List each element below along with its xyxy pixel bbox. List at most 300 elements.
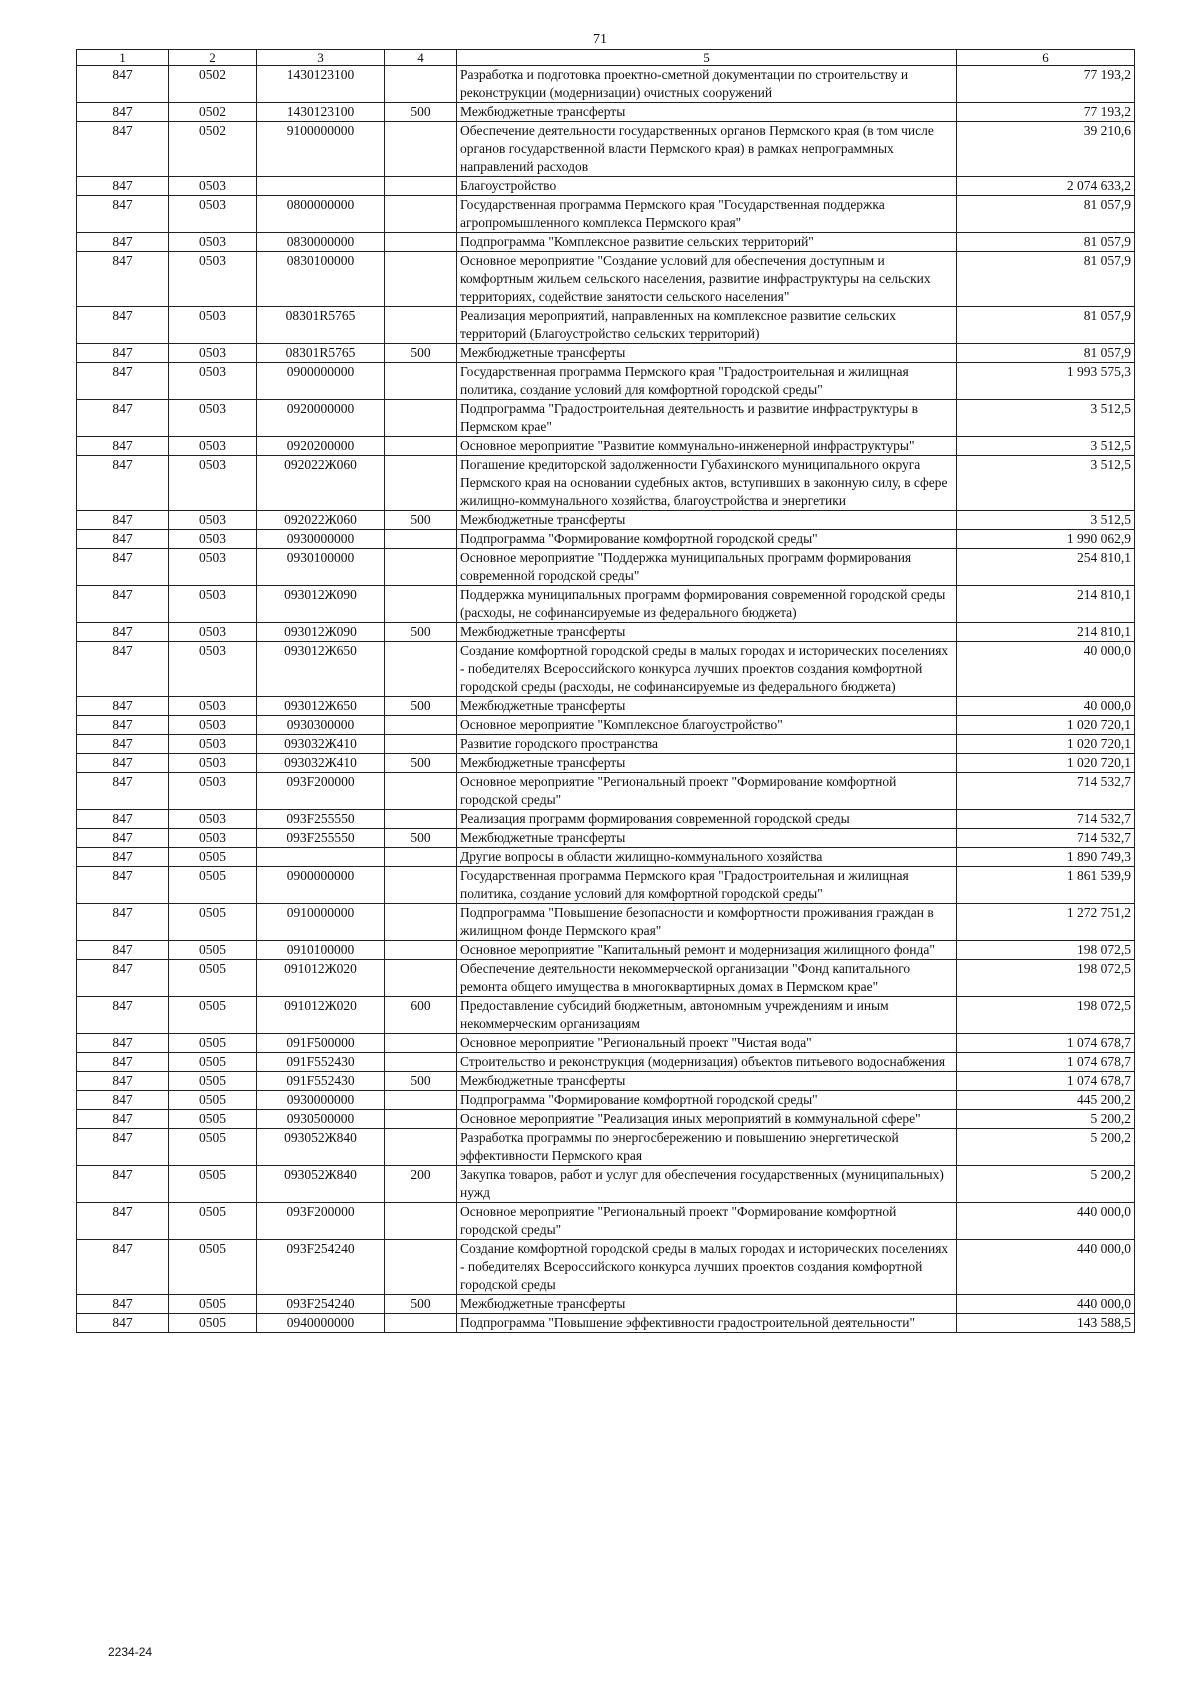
amount-cell: 214 810,1 — [957, 586, 1135, 623]
amount-cell: 81 057,9 — [957, 252, 1135, 307]
expense-type-cell: 500 — [385, 1295, 457, 1314]
section-code-cell: 0503 — [169, 456, 257, 511]
section-code-cell: 0503 — [169, 697, 257, 716]
section-code-cell: 0503 — [169, 810, 257, 829]
ministry-code-cell: 847 — [77, 1314, 169, 1333]
section-code-cell: 0503 — [169, 623, 257, 642]
expense-type-cell — [385, 773, 457, 810]
target-article-cell: 9100000000 — [257, 122, 385, 177]
expense-type-cell — [385, 456, 457, 511]
ministry-code-cell: 847 — [77, 904, 169, 941]
amount-cell: 1 074 678,7 — [957, 1053, 1135, 1072]
section-code-cell: 0503 — [169, 511, 257, 530]
table-row — [77, 1091, 1135, 1110]
ministry-code-cell: 847 — [77, 810, 169, 829]
amount-cell: 5 200,2 — [957, 1166, 1135, 1203]
description-cell: Межбюджетные трансферты — [457, 511, 957, 530]
target-article-cell: 0900000000 — [257, 867, 385, 904]
description-cell: Межбюджетные трансферты — [457, 623, 957, 642]
amount-cell: 198 072,5 — [957, 941, 1135, 960]
amount-cell: 77 193,2 — [957, 66, 1135, 103]
amount-cell: 714 532,7 — [957, 810, 1135, 829]
amount-cell: 714 532,7 — [957, 773, 1135, 810]
amount-cell: 77 193,2 — [957, 103, 1135, 122]
expense-type-cell — [385, 363, 457, 400]
amount-cell: 143 588,5 — [957, 1314, 1135, 1333]
target-article-cell: 08301R5765 — [257, 344, 385, 363]
expense-type-cell — [385, 642, 457, 697]
target-article-cell: 0910100000 — [257, 941, 385, 960]
table-row — [77, 1129, 1135, 1166]
table-header-row — [77, 50, 1135, 66]
table-row — [77, 233, 1135, 252]
expense-type-cell — [385, 904, 457, 941]
ministry-code-cell: 847 — [77, 1053, 169, 1072]
expense-type-cell — [385, 1203, 457, 1240]
table-row — [77, 1295, 1135, 1314]
description-cell: Государственная программа Пермского края "Градостроительная и жилищная политика, создание условий для комфортной городской среды" — [457, 867, 957, 904]
amount-cell: 1 890 749,3 — [957, 848, 1135, 867]
ministry-code-cell: 847 — [77, 233, 169, 252]
section-code-cell: 0505 — [169, 960, 257, 997]
description-cell: Развитие городского пространства — [457, 735, 957, 754]
amount-cell: 1 990 062,9 — [957, 530, 1135, 549]
ministry-code-cell: 847 — [77, 997, 169, 1034]
amount-cell: 1 993 575,3 — [957, 363, 1135, 400]
table-row — [77, 103, 1135, 122]
ministry-code-cell: 847 — [77, 252, 169, 307]
description-cell: Благоустройство — [457, 177, 957, 196]
target-article-cell: 091012Ж020 — [257, 960, 385, 997]
section-code-cell: 0503 — [169, 586, 257, 623]
description-cell: Предоставление субсидий бюджетным, автономным учреждениям и иным некоммерческим организациям — [457, 997, 957, 1034]
ministry-code-cell: 847 — [77, 1129, 169, 1166]
expense-type-cell: 200 — [385, 1166, 457, 1203]
target-article-cell: 1430123100 — [257, 103, 385, 122]
description-cell: Поддержка муниципальных программ формирования современной городской среды (расходы, не софинансируемые из федерального бюджета) — [457, 586, 957, 623]
table-row — [77, 1314, 1135, 1333]
budget-table — [76, 49, 1135, 1333]
expense-type-cell: 500 — [385, 103, 457, 122]
column-header: 6 — [957, 50, 1135, 66]
table-row — [77, 773, 1135, 810]
ministry-code-cell: 847 — [77, 623, 169, 642]
expense-type-cell: 500 — [385, 754, 457, 773]
section-code-cell: 0503 — [169, 773, 257, 810]
ministry-code-cell: 847 — [77, 735, 169, 754]
target-article-cell: 093012Ж090 — [257, 623, 385, 642]
expense-type-cell — [385, 1034, 457, 1053]
amount-cell: 2 074 633,2 — [957, 177, 1135, 196]
amount-cell: 1 020 720,1 — [957, 716, 1135, 735]
section-code-cell: 0505 — [169, 1072, 257, 1091]
target-article-cell: 093032Ж410 — [257, 754, 385, 773]
ministry-code-cell: 847 — [77, 716, 169, 735]
table-row — [77, 829, 1135, 848]
table-row — [77, 400, 1135, 437]
section-code-cell: 0502 — [169, 103, 257, 122]
expense-type-cell: 500 — [385, 829, 457, 848]
table-row — [77, 530, 1135, 549]
section-code-cell: 0503 — [169, 363, 257, 400]
section-code-cell: 0503 — [169, 437, 257, 456]
section-code-cell: 0503 — [169, 754, 257, 773]
description-cell: Создание комфортной городской среды в малых городах и исторических поселениях - победителях Всероссийского конкурса лучших проектов создания комфортной городской среды (расходы, не софинансируемые из федерального бюджета) — [457, 642, 957, 697]
column-header: 3 — [257, 50, 385, 66]
expense-type-cell — [385, 1129, 457, 1166]
description-cell: Подпрограмма "Комплексное развитие сельских территорий" — [457, 233, 957, 252]
amount-cell: 198 072,5 — [957, 997, 1135, 1034]
amount-cell: 1 074 678,7 — [957, 1034, 1135, 1053]
ministry-code-cell: 847 — [77, 1034, 169, 1053]
description-cell: Разработка и подготовка проектно-сметной документации по строительству и реконструкции (модернизации) очистных сооружений — [457, 66, 957, 103]
ministry-code-cell: 847 — [77, 400, 169, 437]
target-article-cell: 0930500000 — [257, 1110, 385, 1129]
target-article-cell: 0910000000 — [257, 904, 385, 941]
target-article-cell: 093032Ж410 — [257, 735, 385, 754]
section-code-cell: 0505 — [169, 1053, 257, 1072]
amount-cell: 81 057,9 — [957, 344, 1135, 363]
table-row — [77, 549, 1135, 586]
page-number: 71 — [593, 32, 607, 47]
target-article-cell: 0920200000 — [257, 437, 385, 456]
description-cell: Подпрограмма "Градостроительная деятельность и развитие инфраструктуры в Пермском крае" — [457, 400, 957, 437]
expense-type-cell — [385, 307, 457, 344]
section-code-cell: 0503 — [169, 252, 257, 307]
section-code-cell: 0503 — [169, 233, 257, 252]
ministry-code-cell: 847 — [77, 1203, 169, 1240]
ministry-code-cell: 847 — [77, 530, 169, 549]
description-cell: Подпрограмма "Формирование комфортной городской среды" — [457, 530, 957, 549]
target-article-cell: 093012Ж090 — [257, 586, 385, 623]
amount-cell: 198 072,5 — [957, 960, 1135, 997]
ministry-code-cell: 847 — [77, 363, 169, 400]
table-row — [77, 344, 1135, 363]
expense-type-cell — [385, 960, 457, 997]
section-code-cell: 0505 — [169, 1110, 257, 1129]
description-cell: Основное мероприятие "Поддержка муниципальных программ формирования современной городской среды" — [457, 549, 957, 586]
description-cell: Основное мероприятие "Развитие коммунально-инженерной инфраструктуры" — [457, 437, 957, 456]
amount-cell: 81 057,9 — [957, 196, 1135, 233]
expense-type-cell: 500 — [385, 623, 457, 642]
ministry-code-cell: 847 — [77, 960, 169, 997]
target-article-cell: 0800000000 — [257, 196, 385, 233]
expense-type-cell: 500 — [385, 697, 457, 716]
ministry-code-cell: 847 — [77, 177, 169, 196]
ministry-code-cell: 847 — [77, 642, 169, 697]
section-code-cell: 0502 — [169, 122, 257, 177]
target-article-cell: 093F254240 — [257, 1240, 385, 1295]
target-article-cell: 0930000000 — [257, 530, 385, 549]
section-code-cell: 0505 — [169, 904, 257, 941]
expense-type-cell — [385, 66, 457, 103]
description-cell: Основное мероприятие "Создание условий для обеспечения доступным и комфортным жильем сельского населения, развитие инфраструктуры на сельских территориях, содействие занятости сельского населения" — [457, 252, 957, 307]
table-row — [77, 810, 1135, 829]
amount-cell: 3 512,5 — [957, 456, 1135, 511]
section-code-cell: 0503 — [169, 400, 257, 437]
target-article-cell: 0830000000 — [257, 233, 385, 252]
table-row — [77, 586, 1135, 623]
table-row — [77, 960, 1135, 997]
expense-type-cell — [385, 549, 457, 586]
expense-type-cell — [385, 735, 457, 754]
description-cell: Основное мероприятие "Капитальный ремонт и модернизация жилищного фонда" — [457, 941, 957, 960]
ministry-code-cell: 847 — [77, 867, 169, 904]
section-code-cell: 0505 — [169, 1034, 257, 1053]
section-code-cell: 0505 — [169, 1203, 257, 1240]
amount-cell: 1 020 720,1 — [957, 754, 1135, 773]
amount-cell: 5 200,2 — [957, 1129, 1135, 1166]
amount-cell: 440 000,0 — [957, 1240, 1135, 1295]
expense-type-cell — [385, 1240, 457, 1295]
amount-cell: 1 020 720,1 — [957, 735, 1135, 754]
description-cell: Межбюджетные трансферты — [457, 103, 957, 122]
target-article-cell: 0930000000 — [257, 1091, 385, 1110]
section-code-cell: 0505 — [169, 867, 257, 904]
ministry-code-cell: 847 — [77, 307, 169, 344]
table-row — [77, 456, 1135, 511]
table-row — [77, 1053, 1135, 1072]
table-row — [77, 904, 1135, 941]
section-code-cell: 0503 — [169, 549, 257, 586]
table-row — [77, 307, 1135, 344]
target-article-cell: 091012Ж020 — [257, 997, 385, 1034]
ministry-code-cell: 847 — [77, 1091, 169, 1110]
target-article-cell: 091F500000 — [257, 1034, 385, 1053]
target-article-cell: 093052Ж840 — [257, 1129, 385, 1166]
section-code-cell: 0503 — [169, 530, 257, 549]
ministry-code-cell: 847 — [77, 1072, 169, 1091]
table-row — [77, 867, 1135, 904]
description-cell: Основное мероприятие "Региональный проект "Чистая вода" — [457, 1034, 957, 1053]
description-cell: Основное мероприятие "Региональный проект "Формирование комфортной городской среды" — [457, 773, 957, 810]
target-article-cell — [257, 177, 385, 196]
expense-type-cell — [385, 1091, 457, 1110]
table-row — [77, 623, 1135, 642]
description-cell: Реализация мероприятий, направленных на комплексное развитие сельских территорий (Благоустройство сельских территорий) — [457, 307, 957, 344]
target-article-cell: 093F200000 — [257, 1203, 385, 1240]
amount-cell: 81 057,9 — [957, 233, 1135, 252]
expense-type-cell: 500 — [385, 344, 457, 363]
target-article-cell: 093012Ж650 — [257, 697, 385, 716]
section-code-cell: 0503 — [169, 344, 257, 363]
expense-type-cell — [385, 1314, 457, 1333]
table-row — [77, 754, 1135, 773]
target-article-cell: 093012Ж650 — [257, 642, 385, 697]
expense-type-cell — [385, 400, 457, 437]
column-header: 2 — [169, 50, 257, 66]
section-code-cell: 0503 — [169, 716, 257, 735]
description-cell: Другие вопросы в области жилищно-коммунального хозяйства — [457, 848, 957, 867]
amount-cell: 39 210,6 — [957, 122, 1135, 177]
section-code-cell: 0505 — [169, 1314, 257, 1333]
ministry-code-cell: 847 — [77, 196, 169, 233]
section-code-cell: 0505 — [169, 1295, 257, 1314]
section-code-cell: 0502 — [169, 66, 257, 103]
section-code-cell: 0505 — [169, 941, 257, 960]
description-cell: Основное мероприятие "Комплексное благоустройство" — [457, 716, 957, 735]
amount-cell: 5 200,2 — [957, 1110, 1135, 1129]
description-cell: Государственная программа Пермского края "Градостроительная и жилищная политика, создание условий для комфортной городской среды" — [457, 363, 957, 400]
section-code-cell: 0505 — [169, 1129, 257, 1166]
description-cell: Межбюджетные трансферты — [457, 697, 957, 716]
amount-cell: 3 512,5 — [957, 400, 1135, 437]
ministry-code-cell: 847 — [77, 941, 169, 960]
amount-cell: 254 810,1 — [957, 549, 1135, 586]
amount-cell: 40 000,0 — [957, 697, 1135, 716]
section-code-cell: 0505 — [169, 848, 257, 867]
expense-type-cell: 600 — [385, 997, 457, 1034]
column-header: 4 — [385, 50, 457, 66]
table-row — [77, 66, 1135, 103]
expense-type-cell — [385, 1053, 457, 1072]
target-article-cell: 08301R5765 — [257, 307, 385, 344]
table-row — [77, 997, 1135, 1034]
description-cell: Межбюджетные трансферты — [457, 754, 957, 773]
description-cell: Основное мероприятие "Региональный проект "Формирование комфортной городской среды" — [457, 1203, 957, 1240]
table-row — [77, 735, 1135, 754]
ministry-code-cell: 847 — [77, 437, 169, 456]
description-cell: Межбюджетные трансферты — [457, 344, 957, 363]
target-article-cell: 0930300000 — [257, 716, 385, 735]
amount-cell: 81 057,9 — [957, 307, 1135, 344]
section-code-cell: 0503 — [169, 829, 257, 848]
section-code-cell: 0503 — [169, 642, 257, 697]
amount-cell: 1 272 751,2 — [957, 904, 1135, 941]
column-header: 1 — [77, 50, 169, 66]
section-code-cell: 0505 — [169, 1166, 257, 1203]
expense-type-cell — [385, 437, 457, 456]
target-article-cell: 093F255550 — [257, 829, 385, 848]
description-cell: Погашение кредиторской задолженности Губахинского муниципального округа Пермского края на основании судебных актов, вступивших в законную силу, в сфере жилищно-коммунального хозяйства, благоустройства и энергетики — [457, 456, 957, 511]
expense-type-cell — [385, 1110, 457, 1129]
table-row — [77, 941, 1135, 960]
expense-type-cell — [385, 867, 457, 904]
ministry-code-cell: 847 — [77, 1166, 169, 1203]
target-article-cell: 092022Ж060 — [257, 456, 385, 511]
ministry-code-cell: 847 — [77, 66, 169, 103]
ministry-code-cell: 847 — [77, 1240, 169, 1295]
table-row — [77, 252, 1135, 307]
description-cell: Создание комфортной городской среды в малых городах и исторических поселениях - победителях Всероссийского конкурса лучших проектов создания комфортной городской среды — [457, 1240, 957, 1295]
section-code-cell: 0505 — [169, 1091, 257, 1110]
table-row — [77, 642, 1135, 697]
target-article-cell: 091F552430 — [257, 1072, 385, 1091]
table-row — [77, 1072, 1135, 1091]
expense-type-cell — [385, 233, 457, 252]
expense-type-cell — [385, 716, 457, 735]
expense-type-cell — [385, 196, 457, 233]
section-code-cell: 0503 — [169, 177, 257, 196]
column-header: 5 — [457, 50, 957, 66]
table-row — [77, 1203, 1135, 1240]
table-row — [77, 122, 1135, 177]
description-cell: Межбюджетные трансферты — [457, 1295, 957, 1314]
table-row — [77, 511, 1135, 530]
description-cell: Государственная программа Пермского края "Государственная поддержка агропромышленного комплекса Пермского края" — [457, 196, 957, 233]
table-row — [77, 1034, 1135, 1053]
description-cell: Закупка товаров, работ и услуг для обеспечения государственных (муниципальных) нужд — [457, 1166, 957, 1203]
description-cell: Подпрограмма "Повышение безопасности и комфортности проживания граждан в жилищном фонде Пермского края" — [457, 904, 957, 941]
expense-type-cell — [385, 810, 457, 829]
section-code-cell: 0505 — [169, 1240, 257, 1295]
expense-type-cell — [385, 252, 457, 307]
amount-cell: 40 000,0 — [957, 642, 1135, 697]
ministry-code-cell: 847 — [77, 344, 169, 363]
ministry-code-cell: 847 — [77, 1295, 169, 1314]
amount-cell: 440 000,0 — [957, 1203, 1135, 1240]
table-body — [77, 66, 1135, 1333]
expense-type-cell: 500 — [385, 511, 457, 530]
expense-type-cell — [385, 586, 457, 623]
target-article-cell: 0940000000 — [257, 1314, 385, 1333]
expense-type-cell: 500 — [385, 1072, 457, 1091]
description-cell: Обеспечение деятельности государственных органов Пермского края (в том числе органов государственной власти Пермского края) в рамках непрограммных направлений расходов — [457, 122, 957, 177]
description-cell: Подпрограмма "Формирование комфортной городской среды" — [457, 1091, 957, 1110]
table-row — [77, 1110, 1135, 1129]
table-row — [77, 716, 1135, 735]
expense-type-cell — [385, 941, 457, 960]
amount-cell: 1 861 539,9 — [957, 867, 1135, 904]
amount-cell: 3 512,5 — [957, 437, 1135, 456]
target-article-cell: 0920000000 — [257, 400, 385, 437]
amount-cell: 3 512,5 — [957, 511, 1135, 530]
ministry-code-cell: 847 — [77, 586, 169, 623]
target-article-cell: 1430123100 — [257, 66, 385, 103]
target-article-cell: 0900000000 — [257, 363, 385, 400]
ministry-code-cell: 847 — [77, 848, 169, 867]
table-row — [77, 196, 1135, 233]
description-cell: Разработка программы по энергосбережению и повышению энергетической эффективности Пермского края — [457, 1129, 957, 1166]
expense-type-cell — [385, 530, 457, 549]
ministry-code-cell: 847 — [77, 1110, 169, 1129]
target-article-cell — [257, 848, 385, 867]
ministry-code-cell: 847 — [77, 829, 169, 848]
target-article-cell: 093052Ж840 — [257, 1166, 385, 1203]
target-article-cell: 093F254240 — [257, 1295, 385, 1314]
table-row — [77, 1240, 1135, 1295]
amount-cell: 445 200,2 — [957, 1091, 1135, 1110]
target-article-cell: 091F552430 — [257, 1053, 385, 1072]
description-cell: Реализация программ формирования современной городской среды — [457, 810, 957, 829]
section-code-cell: 0505 — [169, 997, 257, 1034]
section-code-cell: 0503 — [169, 307, 257, 344]
table-row — [77, 177, 1135, 196]
amount-cell: 214 810,1 — [957, 623, 1135, 642]
description-cell: Строительство и реконструкция (модернизация) объектов питьевого водоснабжения — [457, 1053, 957, 1072]
amount-cell: 714 532,7 — [957, 829, 1135, 848]
ministry-code-cell: 847 — [77, 754, 169, 773]
description-cell: Обеспечение деятельности некоммерческой организации "Фонд капитального ремонта общего имущества в многоквартирных домах в Пермском крае" — [457, 960, 957, 997]
expense-type-cell — [385, 122, 457, 177]
section-code-cell: 0503 — [169, 196, 257, 233]
target-article-cell: 0830100000 — [257, 252, 385, 307]
ministry-code-cell: 847 — [77, 456, 169, 511]
ministry-code-cell: 847 — [77, 549, 169, 586]
description-cell: Межбюджетные трансферты — [457, 829, 957, 848]
table-row — [77, 697, 1135, 716]
ministry-code-cell: 847 — [77, 103, 169, 122]
description-cell: Подпрограмма "Повышение эффективности градостроительной деятельности" — [457, 1314, 957, 1333]
description-cell: Межбюджетные трансферты — [457, 1072, 957, 1091]
ministry-code-cell: 847 — [77, 122, 169, 177]
description-cell: Основное мероприятие "Реализация иных мероприятий в коммунальной сфере" — [457, 1110, 957, 1129]
target-article-cell: 092022Ж060 — [257, 511, 385, 530]
table-row — [77, 1166, 1135, 1203]
table-row — [77, 363, 1135, 400]
amount-cell: 1 074 678,7 — [957, 1072, 1135, 1091]
table-row — [77, 437, 1135, 456]
